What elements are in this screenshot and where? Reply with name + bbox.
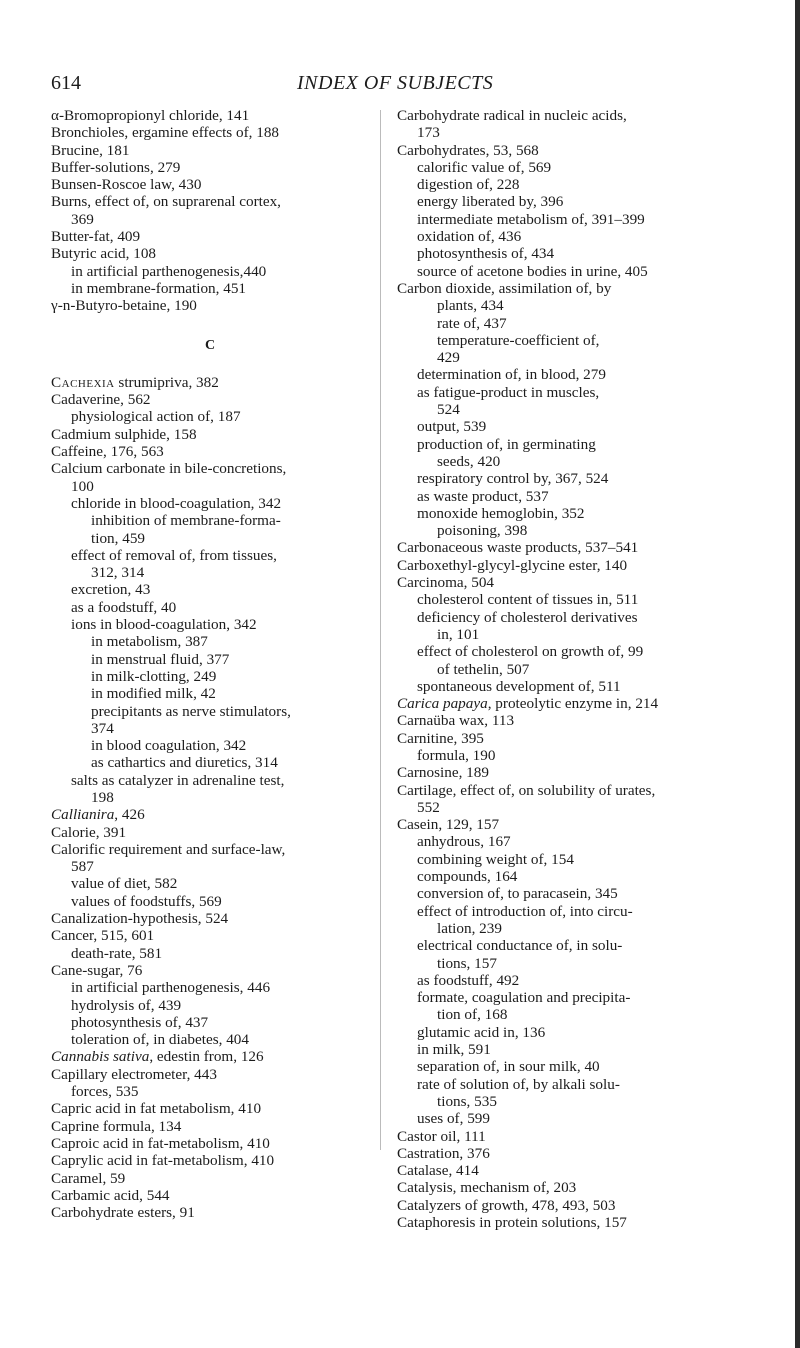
entry-text: Capillary electrometer, 443 bbox=[51, 1065, 217, 1083]
index-subentry bbox=[397, 799, 732, 816]
entry-text: ions in blood-coagulation, 342 bbox=[71, 616, 257, 634]
index-subentry bbox=[51, 754, 369, 771]
entry-text: production of, in germinating bbox=[417, 435, 596, 453]
index-entry bbox=[51, 824, 369, 841]
index-subentry bbox=[397, 488, 732, 505]
index-entry bbox=[51, 391, 369, 408]
index-entry bbox=[397, 280, 732, 297]
entry-text: glutamic acid in, 136 bbox=[417, 1023, 546, 1041]
index-subentry bbox=[51, 772, 369, 789]
entry-text: strumipriva, 382 bbox=[114, 373, 219, 391]
entry-text: in blood coagulation, 342 bbox=[91, 737, 247, 755]
entry-text: Cataphoresis in protein solutions, 157 bbox=[397, 1214, 627, 1231]
entry-text: values of foodstuffs, 569 bbox=[71, 892, 222, 910]
index-subentry bbox=[397, 315, 732, 332]
index-subentry bbox=[397, 609, 732, 626]
index-subentry bbox=[51, 685, 369, 702]
entry-text: Catalysis, mechanism of, 203 bbox=[397, 1179, 577, 1197]
index-subentry bbox=[397, 833, 732, 850]
entry-text: 312, 314 bbox=[91, 564, 145, 582]
entry-text: tions, 535 bbox=[437, 1092, 497, 1110]
entry-text: temperature-coefficient of, bbox=[437, 331, 600, 349]
index-subentry bbox=[397, 626, 732, 643]
entry-text: Catalase, 414 bbox=[397, 1162, 479, 1180]
column-divider bbox=[380, 110, 381, 1150]
entry-text: 369 bbox=[71, 210, 94, 228]
index-subentry bbox=[397, 332, 732, 349]
index-subentry bbox=[51, 997, 369, 1014]
entry-text: inhibition of membrane-forma- bbox=[91, 512, 281, 530]
index-subentry bbox=[51, 616, 369, 633]
index-entry bbox=[397, 539, 732, 556]
index-subentry bbox=[397, 903, 732, 920]
entry-text: Capric acid in fat metabolism, 410 bbox=[51, 1100, 262, 1118]
entry-text: as fatigue-product in muscles, bbox=[417, 383, 600, 401]
index-entry bbox=[51, 374, 369, 391]
entry-text: as a foodstuff, 40 bbox=[71, 598, 177, 616]
entry-text: intermediate metabolism of, 391–399 bbox=[417, 210, 645, 228]
entry-text: precipitants as nerve stimulators, bbox=[91, 702, 291, 720]
entry-text: in artificial parthenogenesis, 446 bbox=[71, 979, 271, 997]
index-entry bbox=[51, 228, 369, 245]
entry-text: compounds, 164 bbox=[417, 868, 518, 886]
index-entry bbox=[51, 159, 369, 176]
index-subentry bbox=[51, 547, 369, 564]
entry-text: formate, coagulation and precipita- bbox=[417, 989, 631, 1007]
index-entry bbox=[397, 816, 732, 833]
index-subentry bbox=[397, 1093, 732, 1110]
index-entry bbox=[51, 193, 369, 210]
index-subentry bbox=[397, 401, 732, 418]
index-subentry bbox=[397, 972, 732, 989]
index-subentry bbox=[397, 159, 732, 176]
entry-text: physiological action of, 187 bbox=[71, 408, 241, 426]
index-subentry bbox=[397, 263, 732, 280]
index-subentry bbox=[397, 1110, 732, 1127]
entry-term: Cannabis sativa bbox=[51, 1048, 150, 1066]
entry-text: oxidation of, 436 bbox=[417, 228, 522, 246]
entry-text: 587 bbox=[71, 858, 94, 876]
index-subentry bbox=[51, 599, 369, 616]
entry-text: Bunsen-Roscoe law, 430 bbox=[51, 176, 202, 194]
index-entry bbox=[51, 841, 369, 858]
index-entry bbox=[51, 962, 369, 979]
index-subentry bbox=[51, 211, 369, 228]
entry-text: Casein, 129, 157 bbox=[397, 816, 500, 834]
index-entry bbox=[397, 712, 732, 729]
entry-text: excretion, 43 bbox=[71, 581, 151, 599]
entry-text: salts as catalyzer in adrenaline test, bbox=[71, 771, 285, 789]
entry-text: 552 bbox=[417, 798, 440, 816]
entry-text: Calcium carbonate in bile-concretions, bbox=[51, 460, 287, 478]
entry-text: Bronchioles, ergamine effects of, 188 bbox=[51, 124, 280, 142]
entry-text: conversion of, to paracasein, 345 bbox=[417, 885, 618, 903]
index-subentry bbox=[51, 979, 369, 996]
entry-text: respiratory control by, 367, 524 bbox=[417, 470, 609, 488]
index-subentry bbox=[397, 124, 732, 141]
entry-text: Carnosine, 189 bbox=[397, 764, 489, 782]
index-entry bbox=[51, 1066, 369, 1083]
entry-text: photosynthesis of, 437 bbox=[71, 1013, 209, 1031]
index-subentry bbox=[51, 263, 369, 280]
index-entry bbox=[397, 557, 732, 574]
entry-text: determination of, in blood, 279 bbox=[417, 366, 606, 384]
index-subentry bbox=[397, 211, 732, 228]
entry-text: Cadmium sulphide, 158 bbox=[51, 425, 197, 443]
index-subentry bbox=[397, 1006, 732, 1023]
index-column-right bbox=[397, 107, 732, 1231]
entry-text: α-Bromopropionyl chloride, 141 bbox=[51, 107, 250, 124]
entry-text: monoxide hemoglobin, 352 bbox=[417, 504, 585, 522]
entry-text: Carbonaceous waste products, 537–541 bbox=[397, 539, 639, 557]
index-subentry bbox=[397, 522, 732, 539]
index-subentry bbox=[397, 920, 732, 937]
entry-text: uses of, 599 bbox=[417, 1110, 490, 1128]
entry-text: as cathartics and diuretics, 314 bbox=[91, 754, 278, 772]
entry-text: calorific value of, 569 bbox=[417, 158, 552, 176]
index-subentry bbox=[397, 643, 732, 660]
index-subentry bbox=[51, 875, 369, 892]
index-subentry bbox=[51, 720, 369, 737]
index-entry bbox=[397, 782, 732, 799]
index-subentry bbox=[51, 1083, 369, 1100]
entry-text: tion of, 168 bbox=[437, 1006, 508, 1024]
entry-text: Cartilage, effect of, on solubility of urates, bbox=[397, 781, 656, 799]
index-subentry bbox=[397, 245, 732, 262]
index-subentry bbox=[51, 512, 369, 529]
index-subentry bbox=[51, 893, 369, 910]
entry-text: Calorific requirement and surface-law, bbox=[51, 840, 286, 858]
index-entry bbox=[397, 1214, 732, 1231]
entry-text: as foodstuff, 492 bbox=[417, 971, 520, 989]
index-subentry bbox=[397, 1024, 732, 1041]
entry-text: 198 bbox=[91, 788, 114, 806]
index-entry bbox=[51, 1048, 369, 1065]
index-subentry bbox=[397, 661, 732, 678]
index-subentry bbox=[51, 651, 369, 668]
entry-text: in metabolism, 387 bbox=[91, 633, 208, 651]
entry-text: Carcinoma, 504 bbox=[397, 574, 495, 592]
index-subentry bbox=[397, 505, 732, 522]
entry-text: digestion of, 228 bbox=[417, 176, 520, 194]
index-entry bbox=[51, 1170, 369, 1187]
index-entry bbox=[51, 142, 369, 159]
index-subentry bbox=[51, 564, 369, 581]
entry-text: in, 101 bbox=[437, 625, 480, 643]
entry-text: Catalyzers of growth, 478, 493, 503 bbox=[397, 1196, 616, 1214]
entry-text: Caffeine, 176, 563 bbox=[51, 443, 164, 461]
entry-text: Carbamic acid, 544 bbox=[51, 1186, 170, 1204]
index-subentry bbox=[397, 1041, 732, 1058]
entry-text: Caprine formula, 134 bbox=[51, 1117, 182, 1135]
entry-text: Butter-fat, 409 bbox=[51, 228, 141, 246]
index-entry bbox=[51, 1100, 369, 1117]
index-subentry bbox=[397, 591, 732, 608]
index-entry bbox=[397, 1197, 732, 1214]
index-subentry bbox=[397, 366, 732, 383]
entry-text: 429 bbox=[437, 349, 460, 367]
entry-text: 374 bbox=[91, 719, 114, 737]
index-subentry bbox=[397, 885, 732, 902]
index-entry bbox=[397, 695, 732, 712]
index-entry bbox=[51, 107, 369, 124]
entry-text: Burns, effect of, on suprarenal cortex, bbox=[51, 193, 281, 211]
index-subentry bbox=[397, 176, 732, 193]
index-entry bbox=[397, 142, 732, 159]
index-entry bbox=[397, 1128, 732, 1145]
index-subentry bbox=[51, 703, 369, 720]
index-subentry bbox=[397, 436, 732, 453]
entry-text: Carbohydrate esters, 91 bbox=[51, 1204, 195, 1222]
index-entry bbox=[397, 764, 732, 781]
entry-text: Carboxethyl-glycyl-glycine ester, 140 bbox=[397, 556, 628, 574]
index-subentry bbox=[397, 297, 732, 314]
entry-text: in membrane-formation, 451 bbox=[71, 279, 247, 297]
entry-text: chloride in blood-coagulation, 342 bbox=[71, 494, 282, 512]
entry-text: Canalization-hypothesis, 524 bbox=[51, 910, 229, 928]
entry-text: energy liberated by, 396 bbox=[417, 193, 564, 211]
index-subentry bbox=[397, 678, 732, 695]
index-entry bbox=[51, 426, 369, 443]
entry-text: deficiency of cholesterol derivatives bbox=[417, 608, 638, 626]
page-number: 614 bbox=[51, 72, 81, 94]
entry-text: Caprylic acid in fat-metabolism, 410 bbox=[51, 1152, 275, 1170]
entry-text: Caproic acid in fat-metabolism, 410 bbox=[51, 1134, 270, 1152]
index-entry bbox=[51, 297, 369, 314]
index-entry bbox=[51, 1118, 369, 1135]
entry-text: cholesterol content of tissues in, 511 bbox=[417, 591, 639, 609]
index-subentry bbox=[51, 408, 369, 425]
entry-text: value of diet, 582 bbox=[71, 875, 178, 893]
index-subentry bbox=[397, 418, 732, 435]
entry-text: Castor oil, 111 bbox=[397, 1127, 486, 1145]
index-subentry bbox=[397, 349, 732, 366]
index-subentry bbox=[397, 989, 732, 1006]
index-subentry bbox=[51, 633, 369, 650]
index-column-left bbox=[51, 107, 369, 1221]
entry-text: Buffer-solutions, 279 bbox=[51, 158, 181, 176]
entry-text: of tethelin, 507 bbox=[437, 660, 530, 678]
index-subentry bbox=[51, 280, 369, 297]
page-edge bbox=[795, 0, 800, 1348]
index-entry bbox=[397, 1162, 732, 1179]
index-entry bbox=[51, 124, 369, 141]
index-subentry bbox=[51, 668, 369, 685]
section-letter: C bbox=[204, 337, 216, 353]
index-entry bbox=[397, 574, 732, 591]
entry-term: Carica papaya bbox=[397, 695, 488, 713]
index-subentry bbox=[397, 955, 732, 972]
entry-text: in milk, 591 bbox=[417, 1041, 491, 1059]
entry-text: death-rate, 581 bbox=[71, 944, 163, 962]
entry-text: combining weight of, 154 bbox=[417, 850, 574, 868]
entry-text: formula, 190 bbox=[417, 746, 496, 764]
index-subentry bbox=[51, 1014, 369, 1031]
entry-text: rate of, 437 bbox=[437, 314, 507, 332]
index-entry bbox=[51, 1135, 369, 1152]
entry-text: , edestin from, 126 bbox=[149, 1048, 264, 1066]
index-subentry bbox=[397, 868, 732, 885]
entry-text: Carnaüba wax, 113 bbox=[397, 712, 515, 730]
entry-text: poisoning, 398 bbox=[437, 522, 528, 540]
index-subentry bbox=[397, 1076, 732, 1093]
entry-text: Carbon dioxide, assimilation of, by bbox=[397, 279, 612, 297]
index-subentry bbox=[397, 851, 732, 868]
entry-text: plants, 434 bbox=[437, 297, 504, 315]
index-entry bbox=[51, 1187, 369, 1204]
index-entry bbox=[51, 806, 369, 823]
entry-text: forces, 535 bbox=[71, 1083, 139, 1101]
index-entry bbox=[51, 910, 369, 927]
entry-term: Cachexia bbox=[51, 373, 115, 391]
index-subentry bbox=[51, 789, 369, 806]
index-entry bbox=[397, 1145, 732, 1162]
entry-text: source of acetone bodies in urine, 405 bbox=[417, 262, 648, 280]
entry-text: Carnitine, 395 bbox=[397, 729, 484, 747]
running-head: INDEX OF SUBJECTS bbox=[297, 72, 494, 94]
index-entry bbox=[51, 443, 369, 460]
index-subentry bbox=[51, 581, 369, 598]
entry-text: in modified milk, 42 bbox=[91, 685, 216, 703]
index-entry bbox=[397, 730, 732, 747]
index-subentry bbox=[51, 858, 369, 875]
entry-text: output, 539 bbox=[417, 418, 487, 436]
index-entry bbox=[51, 245, 369, 262]
entry-text: , proteolytic enzyme in, 214 bbox=[487, 695, 659, 713]
entry-text: γ-n-Butyro-betaine, 190 bbox=[51, 297, 197, 315]
index-subentry bbox=[397, 193, 732, 210]
entry-text: in milk-clotting, 249 bbox=[91, 667, 217, 685]
entry-text: Carbohydrates, 53, 568 bbox=[397, 141, 539, 159]
index-subentry bbox=[51, 530, 369, 547]
index-subentry bbox=[397, 1058, 732, 1075]
entry-text: Castration, 376 bbox=[397, 1144, 490, 1162]
entry-text: effect of removal of, from tissues, bbox=[71, 546, 277, 564]
index-subentry bbox=[51, 495, 369, 512]
index-entry bbox=[51, 927, 369, 944]
entry-text: rate of solution of, by alkali solu- bbox=[417, 1075, 620, 1093]
index-entry bbox=[51, 1204, 369, 1221]
entry-text: Butyric acid, 108 bbox=[51, 245, 157, 263]
entry-text: in artificial parthenogenesis,440 bbox=[71, 262, 267, 280]
index-entry bbox=[51, 1152, 369, 1169]
index-subentry bbox=[397, 937, 732, 954]
index-subentry bbox=[51, 945, 369, 962]
index-entry bbox=[397, 107, 732, 124]
entry-text: effect of cholesterol on growth of, 99 bbox=[417, 643, 644, 661]
entry-text: tion, 459 bbox=[91, 529, 146, 547]
entry-text: Carbohydrate radical in nucleic acids, bbox=[397, 107, 627, 124]
entry-text: 524 bbox=[437, 401, 460, 419]
entry-text: spontaneous development of, 511 bbox=[417, 677, 621, 695]
index-subentry bbox=[397, 470, 732, 487]
entry-text: electrical conductance of, in solu- bbox=[417, 937, 623, 955]
index-subentry bbox=[397, 228, 732, 245]
index-subentry bbox=[51, 1031, 369, 1048]
index-entry bbox=[397, 1179, 732, 1196]
entry-text: effect of introduction of, into circu- bbox=[417, 902, 633, 920]
entry-text: hydrolysis of, 439 bbox=[71, 996, 182, 1014]
entry-text: separation of, in sour milk, 40 bbox=[417, 1058, 600, 1076]
index-entry bbox=[51, 460, 369, 477]
entry-text: anhydrous, 167 bbox=[417, 833, 511, 851]
index-subentry bbox=[397, 453, 732, 470]
index-subentry bbox=[397, 384, 732, 401]
entry-text: as waste product, 537 bbox=[417, 487, 549, 505]
entry-text: toleration of, in diabetes, 404 bbox=[71, 1031, 249, 1049]
entry-text: lation, 239 bbox=[437, 919, 502, 937]
index-subentry bbox=[397, 747, 732, 764]
entry-text: Cadaverine, 562 bbox=[51, 391, 151, 409]
index-subentry bbox=[51, 737, 369, 754]
entry-text: Calorie, 391 bbox=[51, 823, 127, 841]
entry-text: 173 bbox=[417, 124, 440, 142]
entry-text: , 426 bbox=[114, 806, 145, 824]
entry-text: Cancer, 515, 601 bbox=[51, 927, 155, 945]
index-entry bbox=[51, 176, 369, 193]
entry-term: Callianira bbox=[51, 806, 115, 824]
entry-text: Caramel, 59 bbox=[51, 1169, 126, 1187]
entry-text: Brucine, 181 bbox=[51, 141, 130, 159]
entry-text: photosynthesis of, 434 bbox=[417, 245, 555, 263]
entry-text: in menstrual fluid, 377 bbox=[91, 650, 230, 668]
entry-text: Cane-sugar, 76 bbox=[51, 961, 143, 979]
entry-text: 100 bbox=[71, 477, 94, 495]
index-subentry bbox=[51, 478, 369, 495]
entry-text: seeds, 420 bbox=[437, 452, 501, 470]
entry-text: tions, 157 bbox=[437, 954, 497, 972]
